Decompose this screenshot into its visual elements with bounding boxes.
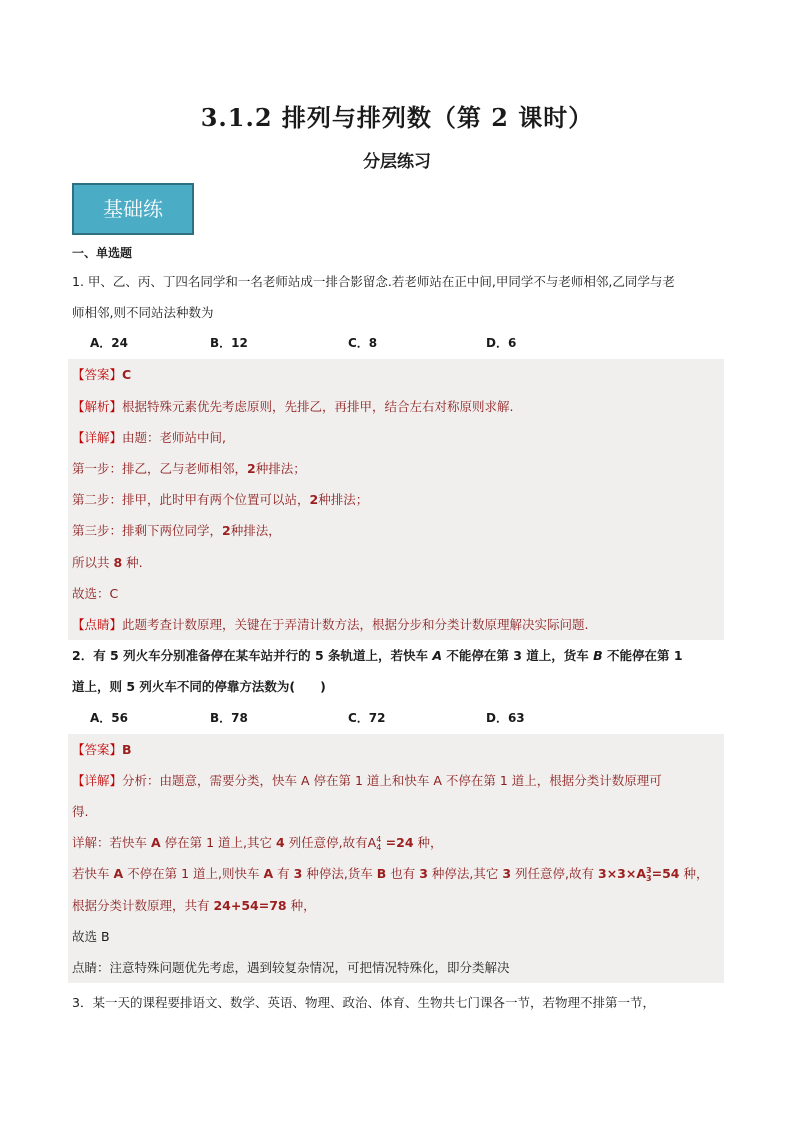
detail-line: 【详解】由题：老师站中间, xyxy=(72,429,226,445)
total-line: 所以共 8 种. xyxy=(72,554,143,570)
choose-line: 故选：C xyxy=(72,585,119,601)
choose-line: 故选 B xyxy=(72,928,110,944)
comment-line: 【点睛】此题考查计数原理，关键在于弄清计数方法，根据分步和分类计数原理解决实际问题. xyxy=(72,617,589,633)
page-subtitle: 分层练习 xyxy=(363,152,431,172)
question-1-options xyxy=(72,328,724,359)
option-a: A．56 xyxy=(90,710,128,725)
answer-line: 【答案】C xyxy=(72,367,132,383)
option-b: B．12 xyxy=(210,336,248,351)
content-area xyxy=(72,240,724,1018)
case-2-line: 若快车 A 不停在第 1 道上,则快车 A 有 3 种停法,货车 B 也有 3 种停法,其它 3 列任意停,故有 3×3×A 3 3 =54 种， xyxy=(72,865,709,883)
question-2-solution xyxy=(68,734,724,984)
comment-line: 点睛：注意特殊问题优先考虑，遇到较复杂情况，可把情况特殊化，即分类解决 xyxy=(72,960,510,976)
option-c: C．8 xyxy=(348,336,378,351)
question-1-stem-line-2: 师相邻,则不同站法种数为 xyxy=(72,305,214,321)
question-2-stem-line-2: 道上，则 5 列火车不同的停靠方法数为( ) xyxy=(72,679,326,695)
detail-line: 【详解】分析：由题意，需要分类，快车 A 停在第 1 道上和快车 A 不停在第 1 道上，根据分类计数原理可 xyxy=(72,772,662,788)
page-title: 3.1.2 排列与排列数（第 2 课时） xyxy=(200,103,594,132)
step-2: 第二步：排甲，此时甲有两个位置可以站，2种排法； xyxy=(72,492,369,508)
step-3: 第三步：排剩下两位同学，2种排法， xyxy=(72,523,281,539)
sum-line: 根据分类计数原理，共有 24+54=78 种， xyxy=(72,897,316,913)
question-3-stem-line-1: 3．某一天的课程要排语文、数学、英语、物理、政治、体育、生物共七门课各一节，若物理不排第一节， xyxy=(72,995,655,1011)
question-1-stem-line-1: 1. 甲、乙、丙、丁四名同学和一名老师站成一排合影留念.若老师站在正中间,甲同学不与老师相邻,乙同学与老 xyxy=(72,274,675,289)
section-label: 基础练 xyxy=(72,183,194,235)
option-a: A．24 xyxy=(90,336,128,351)
option-c: C．72 xyxy=(348,710,386,725)
answer-line: 【答案】B xyxy=(72,741,132,757)
question-2-stem-line-1: 2．有 5 列火车分别准备停在某车站并行的 5 条轨道上，若快车 A 不能停在第 3 道上，货车 B 不能停在第 1 xyxy=(72,648,683,664)
question-2-options xyxy=(72,703,724,734)
case-1-line: 详解：若快车 A 停在第 1 道上,其它 4 列任意停,故有A 4 4 =24 种， xyxy=(72,834,443,852)
option-d: D．6 xyxy=(486,336,517,351)
step-1: 第一步：排乙，乙与老师相邻，2种排法； xyxy=(72,461,306,477)
question-1-solution xyxy=(68,359,724,640)
analysis-line: 【解析】根据特殊元素优先考虑原则，先排乙，再排甲，结合左右对称原则求解. xyxy=(72,398,514,414)
option-d: D．63 xyxy=(486,710,525,725)
section-heading: 一、单选题 xyxy=(72,246,133,260)
detail-line-2: 得. xyxy=(72,804,89,820)
option-b: B．78 xyxy=(210,710,248,725)
